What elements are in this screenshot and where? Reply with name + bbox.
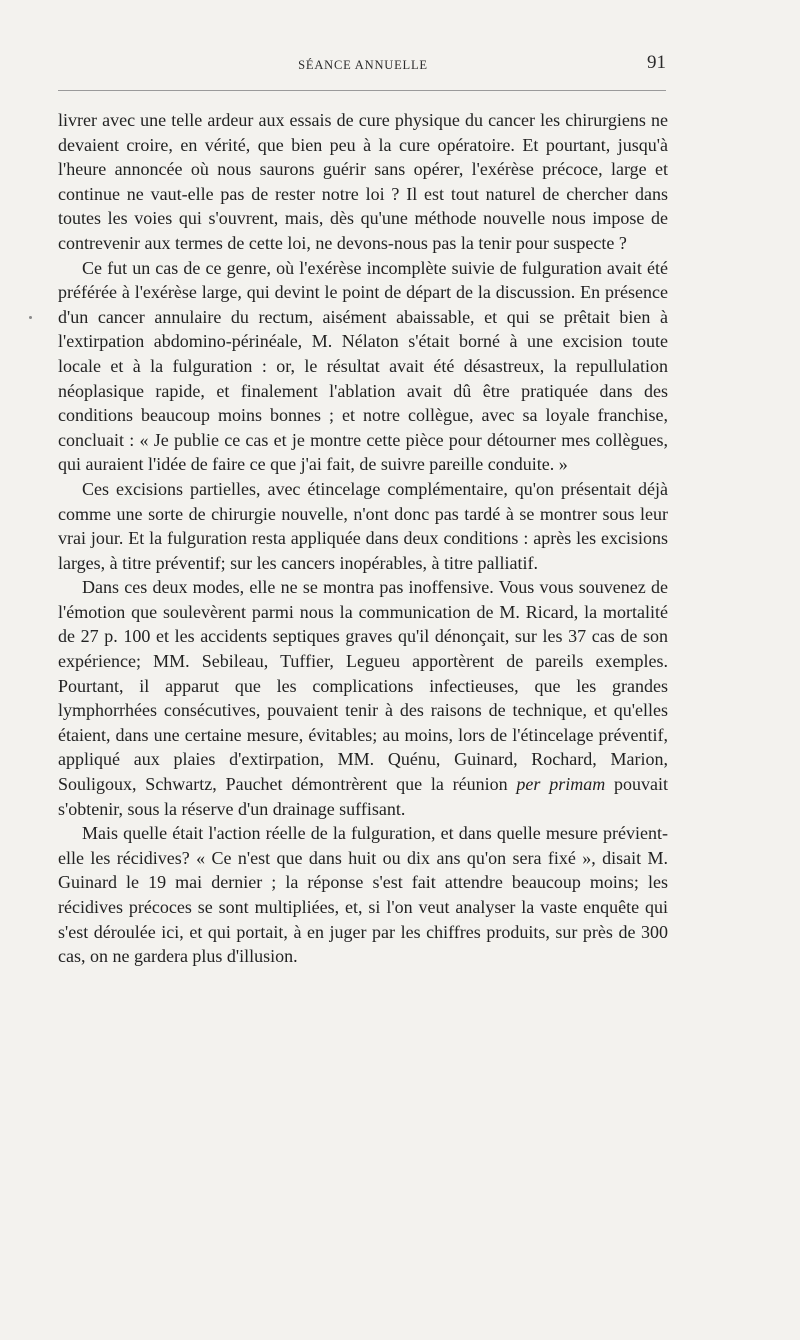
paragraph-5: Mais quelle était l'action réelle de la fulguration, et dans quelle mesure prévient-elle les récidives? « Ce n'est que dans huit ou dix ans qu'on sera fixé », disait M. Guinard le 19 mai dernier ; la réponse s'est fait attendre beaucoup moins; les récidives précoces se sont multipliées, et, si l'on veut analyser la vaste enquête qui s'est déroulée ici, et qui portait, à en juger par les chiffres produits, sur près de 300 cas, on ne gardera plus d'illusion. [58, 823, 668, 967]
page-number: 91 [647, 52, 666, 73]
per-primam-italic: per primam [516, 774, 606, 795]
running-title: SÉANCE ANNUELLE [298, 58, 428, 72]
paragraph-2: Ce fut un cas de ce genre, où l'exérèse incomplète suivie de fulguration avait été préférée à l'exérèse large, qui devint le point de départ de la discussion. En présence d'un cancer annulaire du rectum, aisément abaissable, et qui se prêtait bien à l'extirpation abdomino-périnéale, M. Nélaton s'était borné à une excision toute locale et à la fulguration : or, le résultat avait été désastreux, la repullulation néoplasique rapide, et finalement l'ablation avait dû être pratiquée dans des conditions beaucoup moins bonnes ; et notre collègue, avec sa loyale franchise, concluait : « Je publie ce cas et je montre cette pièce pour détourner mes collègues, qui auraient l'idée de faire ce que j'ai fait, de suivre pareille conduite. » [58, 257, 668, 475]
paragraph-4 [58, 575, 668, 821]
running-header [58, 52, 668, 82]
paragraph-4-text: Dans ces deux modes, elle ne se montra pas inoffensive. Vous vous souvenez de l'émotion que soulevèrent parmi nous la communication de M. Ricard, la mortalité de 27 p. 100 et les accidents septiques graves qu'il dénonçait, sur les 37 cas de son expérience; MM. Sebileau, Tuffier, Legueu apportèrent de pareils exemples. Pourtant, il apparut que les complications infectieuses, que les grandes lymphorrhées consécutives, pouvaient tenir à des raisons de technique, et qu'elles étaient, dans une certaine mesure, évitables; au moins, lors de l'étincelage préventif, appliqué aux plaies d'extirpation, MM. Quénu, Guinard, Rochard, Marion, Souligoux, Schwartz, Pauchet démontrèrent que la réunion [58, 577, 668, 795]
header-rule [58, 90, 666, 91]
margin-speck [29, 316, 32, 319]
paragraph-3: Ces excisions partielles, avec étincelage complémentaire, qu'on présentait déjà comme une sorte de chirurgie nouvelle, n'ont donc pas tardé à se montrer sous leur vrai jour. Et la fulguration resta appliquée dans deux conditions : après les excisions larges, à titre préventif; sur les cancers inopérables, à titre palliatif. [58, 478, 668, 573]
body-text [58, 108, 668, 969]
paragraph-1: livrer avec une telle ardeur aux essais de cure physique du cancer les chirurgiens ne devaient croire, en vérité, que bien peu à la cure opératoire. Et pourtant, jusqu'à l'heure annoncée où nous saurons guérir sans opérer, l'exérèse précoce, large et continue ne vaut-elle pas de rester notre loi ? Il est tout naturel de chercher dans toutes les voies qui s'ouvrent, mais, dès qu'une méthode nouvelle nous impose de contrevenir aux termes de cette loi, ne devons-nous pas la tenir pour suspecte ? [58, 110, 668, 253]
paragraph-4-tail: pouvait s'obtenir, sous la réserve d'un drainage suffisant. [58, 774, 668, 819]
